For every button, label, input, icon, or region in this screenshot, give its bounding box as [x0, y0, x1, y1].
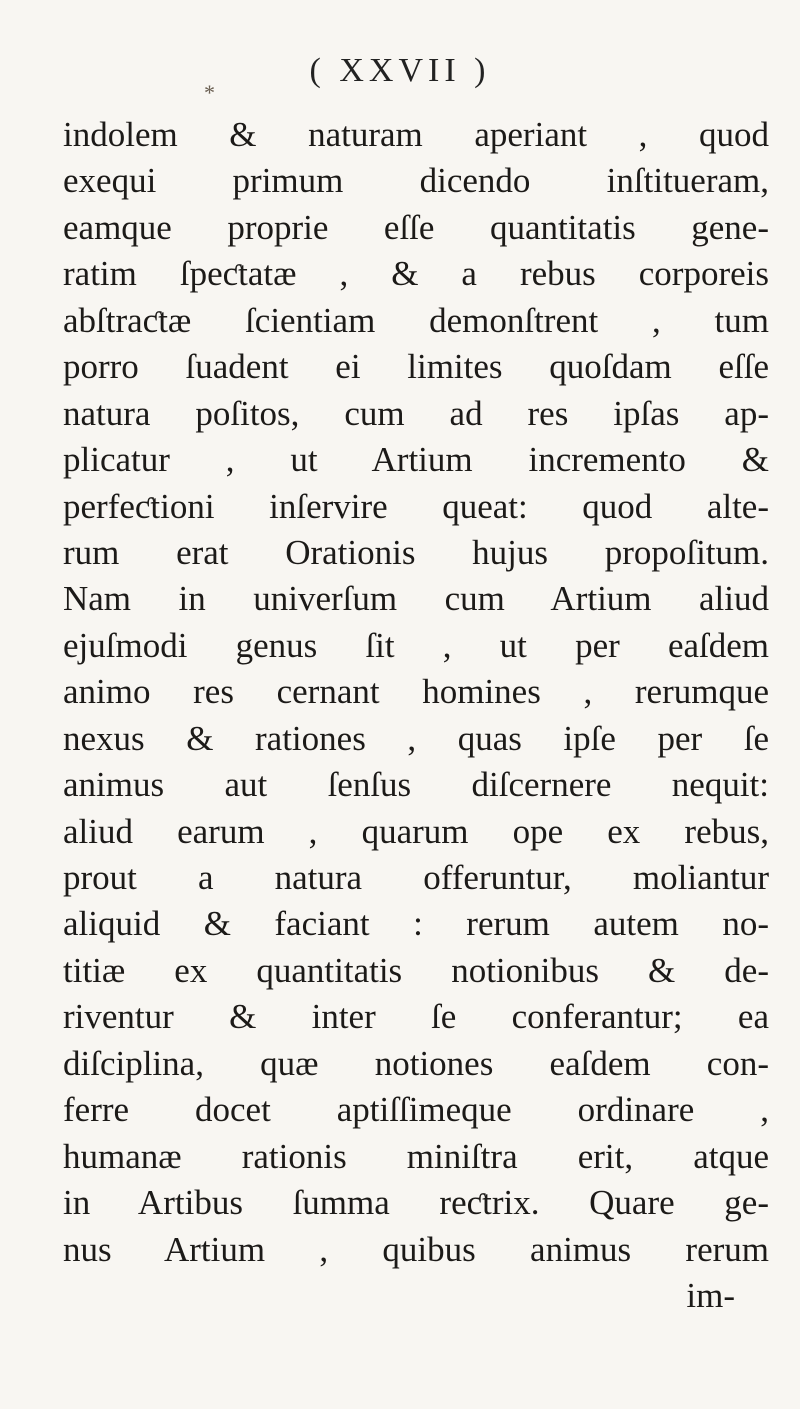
text-line: ejuſmodi genus ſit , ut per eaſdem [63, 625, 769, 665]
text-line: abſtraƈtæ ſcientiam demonſtrent , tum [63, 300, 769, 340]
page-body [63, 112, 769, 1319]
text-line: plicatur , ut Artium incremento & [63, 440, 769, 480]
text-line: diſciplina, quæ notiones eaſdem con- [63, 1043, 769, 1083]
text-line: aliud earum , quarum ope ex rebus, [63, 811, 769, 851]
ink-mark: * [204, 80, 215, 105]
text-line: porro ſuadent ei limites quoſdam eſſe [63, 347, 769, 387]
text-line: prout a natura offeruntur, moliantur [63, 858, 769, 897]
text-line: eamque proprie eſſe quantitatis gene- [63, 207, 769, 247]
page-header: ( XXVII ) [309, 52, 491, 89]
text-line: natura poſitos, cum ad res ipſas ap- [63, 393, 769, 433]
text-line: riventur & inter ſe conferantur; ea [63, 997, 769, 1037]
text-line: nexus & rationes , quas ipſe per ſe [63, 718, 769, 758]
text-line: animus aut ſenſus diſcernere nequit: [63, 765, 769, 805]
text-line: aliquid & faciant : rerum autem no- [63, 904, 769, 944]
text-line: rum erat Orationis hujus propoſitum. [63, 532, 769, 572]
text-line: perfeƈtioni inſervire queat: quod alte- [63, 486, 769, 526]
text-line: ferre docet aptiſſimeque ordinare , [63, 1090, 769, 1130]
text-line: Nam in univerſum cum Artium aliud [63, 579, 769, 619]
text-line: nus Artium , quibus animus rerum [63, 1229, 769, 1269]
text-line: indolem & naturam aperiant , quod [63, 115, 769, 154]
text-line: in Artibus ſumma reƈtrix. Quare ge- [63, 1183, 769, 1223]
text-line: humanæ rationis miniſtra erit, atque [63, 1136, 769, 1176]
text-line: animo res cernant homines , rerumque [63, 672, 769, 712]
text-line: ratim ſpeƈtatæ , & a rebus corporeis [63, 254, 769, 294]
text-line: exequi primum dicendo inſtitueram, [63, 161, 769, 201]
catchword: im- [686, 1275, 735, 1315]
text-line: titiæ ex quantitatis notionibus & de- [63, 950, 769, 990]
